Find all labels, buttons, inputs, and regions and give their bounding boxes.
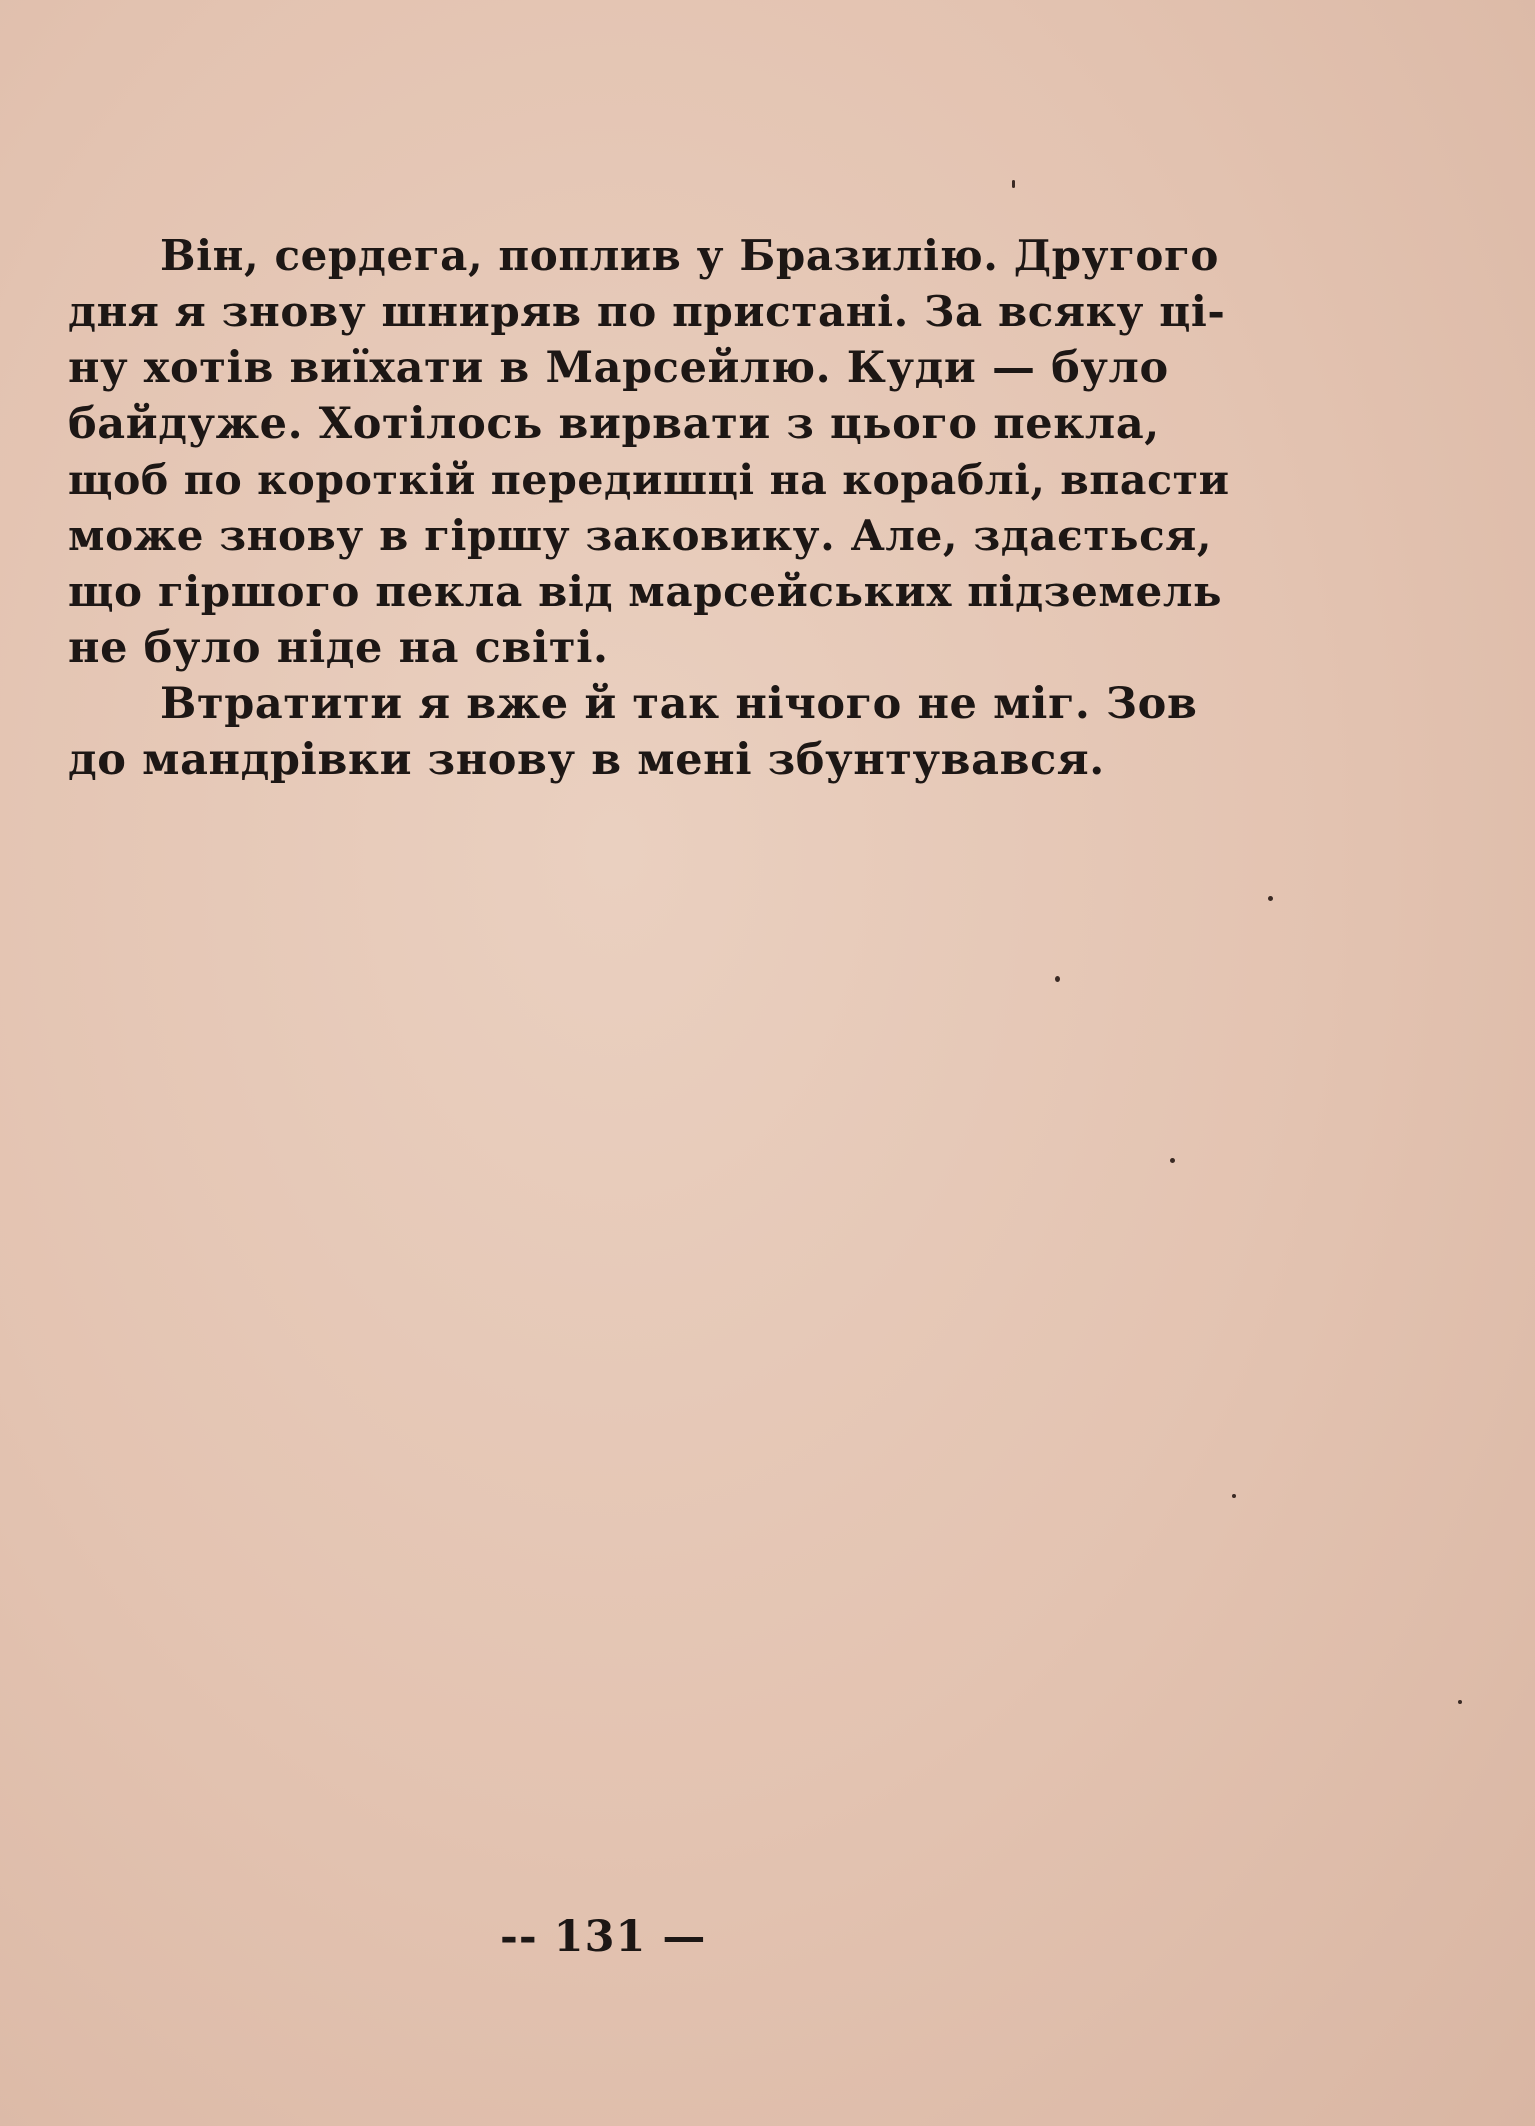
text-line: що гіршого пекла від марсейських підземель (68, 567, 1223, 616)
paper-speck (1012, 180, 1015, 188)
text-line: може знову в гіршу заковику. Але, здається, (68, 511, 1213, 560)
text-line: дня я знову шниряв по пристані. За всяку ці- (68, 287, 1226, 336)
text-line: до мандрівки знову в мені збунтувався. (68, 735, 1105, 785)
paper-speck (1458, 1700, 1462, 1704)
paper-speck (1232, 1494, 1236, 1498)
page-number: -- 131 — (500, 1912, 707, 1962)
text-line: Втратити я вже й так нічого не міг. Зов (160, 679, 1198, 729)
paper-speck (1055, 976, 1060, 982)
text-line: не було ніде на світі. (68, 623, 609, 673)
text-line: ну хотів виїхати в Марсейлю. Куди — було (68, 343, 1169, 393)
paper-speck (1170, 1158, 1175, 1163)
paper-speck (1268, 896, 1273, 901)
text-line: щоб по короткій передишці на кораблі, впасти (68, 456, 1230, 504)
text-line: Він, сердега, поплив у Бразилію. Другого (160, 231, 1219, 280)
text-line: байдуже. Хотілось вирвати з цього пекла, (68, 399, 1160, 449)
body-text (68, 228, 1236, 788)
